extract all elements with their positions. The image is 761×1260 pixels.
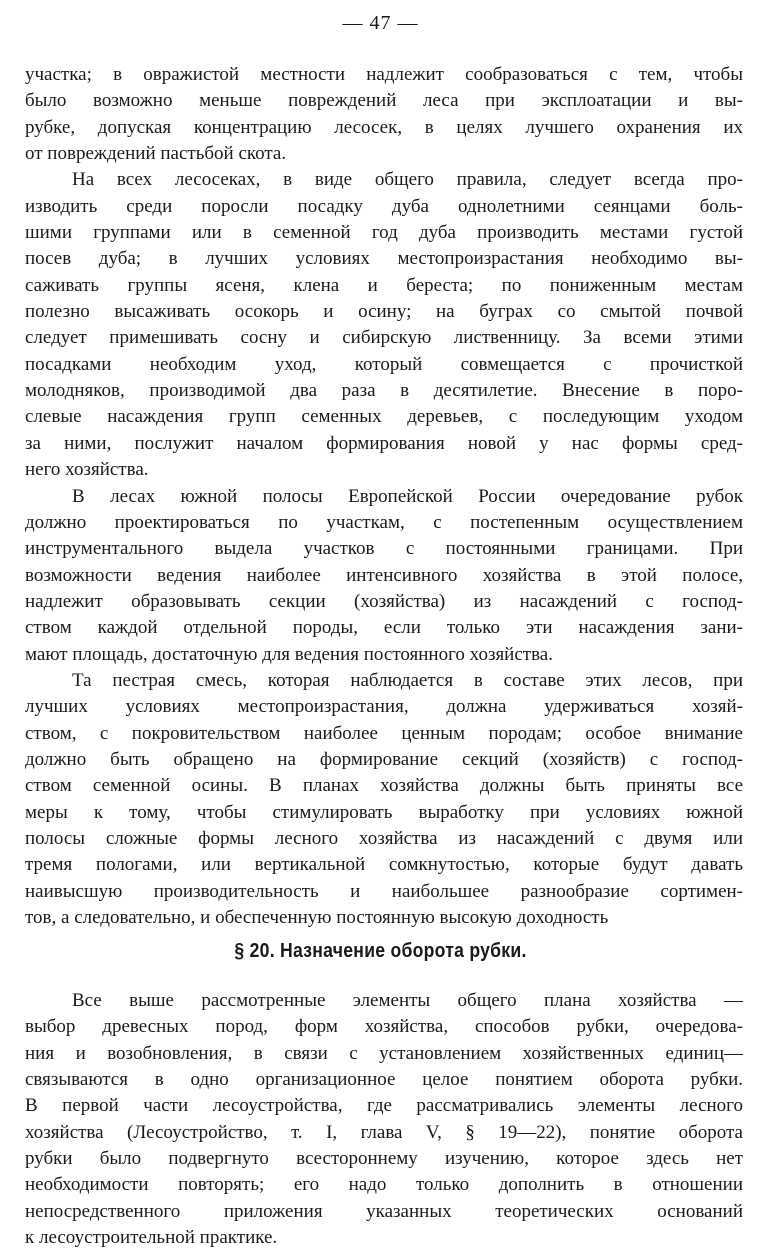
text-line: связываются в одно организационное целое понятием оборота рубки.	[25, 1069, 743, 1091]
text-line: посадками необходим уход, который совмещается с прочисткой	[25, 353, 743, 375]
text-line: Все выше рассмотренные элементы общего плана хозяйства —	[72, 990, 743, 1011]
text-line: возможности ведения наиболее интенсивного хозяйства в этой полосе,	[25, 564, 743, 586]
text-line: наивысшую производительность и наибольшее разнообразие сортимен-	[25, 880, 743, 902]
text-line: от повреждений пастьбой скота.	[25, 143, 287, 165]
text-line: В первой части лесоустройства, где рассматривались элементы лесного	[25, 1095, 743, 1117]
body-text-section-2	[25, 988, 743, 1251]
text-line: посев дуба; в лучших условиях местопроизрастания необходимо вы-	[25, 248, 743, 270]
text-line: саживать группы ясеня, клена и береста; по пониженным местам	[25, 274, 743, 296]
text-line: надлежит образовывать секции (хозяйства) из насаждений с господ-	[25, 590, 743, 612]
text-line: тремя пологами, или вертикальной сомкнутостью, которые будут давать	[25, 854, 743, 876]
text-line: выбор древесных пород, форм хозяйства, способов рубки, очередова-	[25, 1016, 743, 1038]
text-line: ством каждой отдельной породы, если только эти насаждения зани-	[25, 617, 743, 639]
text-line: должно быть обращено на формирование секций (хозяйств) с господ-	[25, 748, 743, 770]
text-line: за ними, послужит началом формирования новой у нас формы сред-	[25, 432, 743, 454]
text-line: ством, с покровительством наиболее ценным породам; особое внимание	[25, 722, 743, 744]
text-line: меры к тому, чтобы стимулировать выработку при условиях южной	[25, 801, 743, 823]
section-heading: § 20. Назначение оборота рубки.	[234, 940, 527, 962]
text-line: участка; в овражистой местности надлежит сообразоваться с тем, чтобы	[25, 64, 743, 85]
text-line: В лесах южной полосы Европейской России очередование рубок	[72, 485, 743, 507]
text-line: следует примешивать сосну и сибирскую лиственницу. За всеми этими	[25, 327, 743, 349]
text-line: хозяйства (Лесоустройство, т. I, глава V, § 19—22), понятие оборота	[25, 1121, 743, 1143]
text-line: изводить среди поросли посадку дуба однолетними сеянцами боль-	[25, 195, 743, 217]
text-line: тов, а следовательно, и обеспеченную постоянную высокую доходность	[25, 907, 609, 928]
text-line: должно проектироваться по участкам, с постепенным осуществлением	[25, 511, 743, 533]
text-line: него хозяйства.	[25, 459, 149, 481]
text-line: полезно высаживать осокорь и осину; на буграх со смытой почвой	[25, 301, 743, 323]
text-line: лучших условиях местопроизрастания, должна удерживаться хозяй-	[25, 696, 743, 718]
page-number: — 47 —	[342, 12, 419, 34]
text-line: полосы сложные формы лесного хозяйства из насаждений с двумя или	[25, 827, 743, 849]
text-line: молодняков, производимой два раза в десятилетие. Внесение в поро-	[25, 380, 743, 402]
text-line: было возможно меньше повреждений леса при эксплоатации и вы-	[25, 90, 743, 112]
text-line: к лесоустроительной практике.	[25, 1227, 278, 1249]
text-line: инструментального выдела участков с постоянными границами. При	[25, 538, 743, 560]
text-line: слевые насаждения групп семенных деревьев, с последующим уходом	[25, 406, 743, 428]
text-line: ством семенной осины. В планах хозяйства должны быть приняты все	[25, 775, 743, 797]
text-line: необходимости повторять; его надо только дополнить в отношении	[25, 1174, 743, 1196]
text-line: шими группами или в семенной год дуба производить местами густой	[25, 222, 743, 244]
text-line: рубки было подвергнуто всестороннему изучению, которое здесь нет	[25, 1148, 743, 1170]
text-line: непосредственного приложения указанных теоретических оснований	[25, 1200, 743, 1222]
text-line: рубке, допуская концентрацию лесосек, в целях лучшего охранения их	[25, 116, 743, 138]
text-line: ния и возобновления, в связи с установлением хозяйственных единиц—	[25, 1042, 743, 1064]
text-line: мают площадь, достаточную для ведения постоянного хозяйства.	[25, 643, 553, 665]
text-line: Та пестрая смесь, которая наблюдается в составе этих лесов, при	[72, 669, 743, 691]
body-text-section-1	[25, 62, 743, 931]
text-line: На всех лесосеках, в виде общего правила, следует всегда про-	[72, 169, 743, 191]
